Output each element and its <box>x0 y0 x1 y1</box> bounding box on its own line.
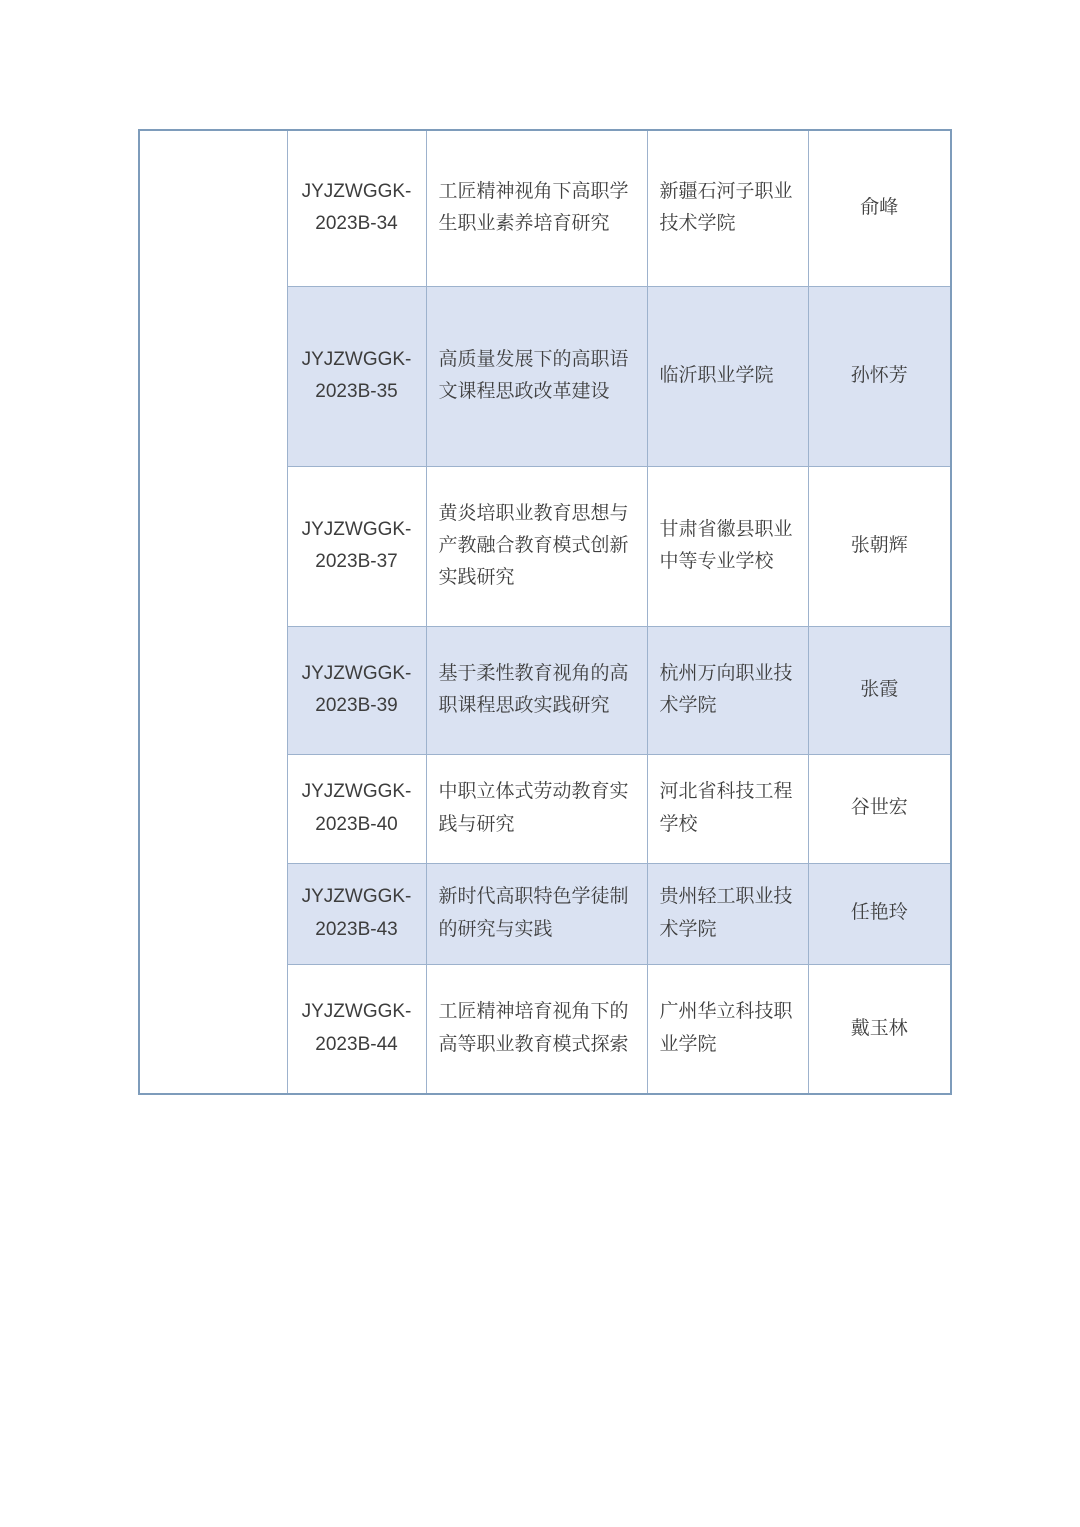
leader-name: 俞峰 <box>808 130 951 286</box>
project-code: JYJZWGGK-2023B-44 <box>287 964 426 1094</box>
project-code: JYJZWGGK-2023B-34 <box>287 130 426 286</box>
project-title: 工匠精神视角下高职学生职业素养培育研究 <box>426 130 647 286</box>
project-code: JYJZWGGK-2023B-35 <box>287 286 426 466</box>
project-code: JYJZWGGK-2023B-43 <box>287 863 426 964</box>
project-title: 黄炎培职业教育思想与产教融合教育模式创新实践研究 <box>426 466 647 626</box>
leader-name: 孙怀芳 <box>808 286 951 466</box>
leader-name: 张朝辉 <box>808 466 951 626</box>
leader-name: 戴玉林 <box>808 964 951 1094</box>
institution: 河北省科技工程学校 <box>647 754 808 863</box>
institution: 杭州万向职业技术学院 <box>647 626 808 754</box>
institution: 甘肃省徽县职业中等专业学校 <box>647 466 808 626</box>
institution: 贵州轻工职业技术学院 <box>647 863 808 964</box>
institution: 广州华立科技职业学院 <box>647 964 808 1094</box>
institution: 新疆石河子职业技术学院 <box>647 130 808 286</box>
project-code: JYJZWGGK-2023B-39 <box>287 626 426 754</box>
project-title: 高质量发展下的高职语文课程思政改革建设 <box>426 286 647 466</box>
project-title: 基于柔性教育视角的高职课程思政实践研究 <box>426 626 647 754</box>
project-code: JYJZWGGK-2023B-40 <box>287 754 426 863</box>
project-code: JYJZWGGK-2023B-37 <box>287 466 426 626</box>
category-cell <box>139 130 287 1094</box>
leader-name: 张霞 <box>808 626 951 754</box>
project-title: 新时代高职特色学徒制的研究与实践 <box>426 863 647 964</box>
project-title: 工匠精神培育视角下的高等职业教育模式探索 <box>426 964 647 1094</box>
table-row <box>139 130 951 286</box>
institution: 临沂职业学院 <box>647 286 808 466</box>
projects-table <box>138 129 952 1095</box>
leader-name: 任艳玲 <box>808 863 951 964</box>
project-title: 中职立体式劳动教育实践与研究 <box>426 754 647 863</box>
leader-name: 谷世宏 <box>808 754 951 863</box>
